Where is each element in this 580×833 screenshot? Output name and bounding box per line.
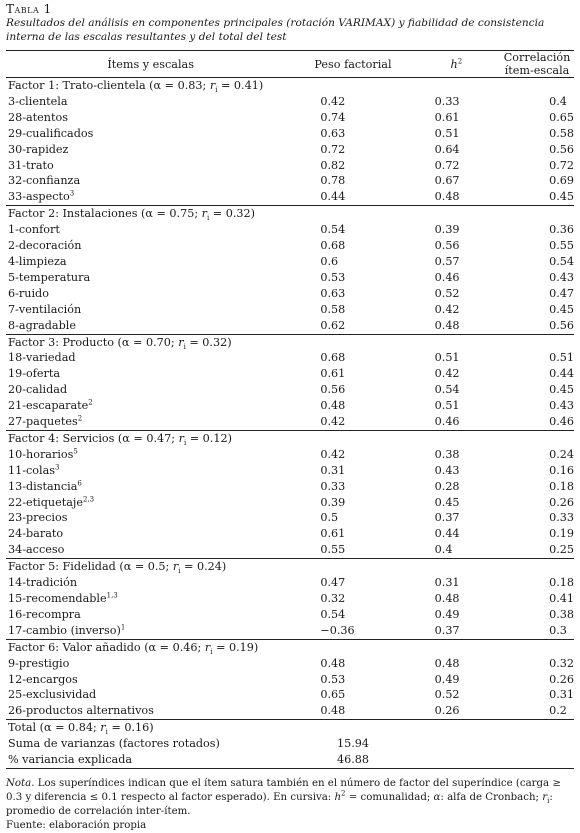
item-name: 29-cualificados bbox=[8, 126, 94, 140]
item-row bbox=[6, 238, 574, 254]
item-row bbox=[6, 189, 574, 205]
item-loading: 0.44 bbox=[320, 190, 346, 204]
item-row bbox=[6, 414, 574, 430]
item-correlation: 0.32 bbox=[549, 656, 574, 670]
item-row bbox=[6, 142, 574, 158]
item-name: 5-temperatura bbox=[8, 270, 91, 284]
item-h2: 0.43 bbox=[434, 463, 460, 477]
item-loading: 0.48 bbox=[320, 399, 346, 413]
item-row bbox=[6, 126, 574, 142]
item-loading: 0.58 bbox=[320, 302, 346, 316]
item-h2: 0.67 bbox=[434, 174, 460, 188]
item-h2: 0.33 bbox=[434, 94, 460, 108]
item-h2: 0.46 bbox=[434, 270, 460, 284]
item-correlation: 0.43 bbox=[549, 270, 574, 284]
item-h2: 0.72 bbox=[434, 158, 460, 172]
item-correlation: 0.4 bbox=[549, 94, 567, 108]
item-name: 17-cambio (inverso)$^1$ bbox=[8, 623, 126, 637]
factor-heading: Factor 3: Producto (α = 0.70; $r_i = 0.32$) bbox=[6, 334, 574, 350]
item-loading: 0.42 bbox=[320, 447, 346, 461]
item-loading: 0.63 bbox=[320, 286, 346, 300]
item-row bbox=[6, 672, 574, 688]
item-name: 14-tradición bbox=[8, 576, 78, 590]
item-name: 20-calidad bbox=[8, 383, 68, 397]
item-correlation: 0.26 bbox=[549, 495, 574, 509]
item-h2: 0.48 bbox=[434, 656, 460, 670]
item-loading: 0.78 bbox=[320, 174, 346, 188]
item-row bbox=[6, 591, 574, 607]
header-correlation: Correlación ítem-escala bbox=[500, 51, 574, 78]
item-name: 2-decoración bbox=[8, 239, 82, 253]
item-row bbox=[6, 656, 574, 672]
item-row bbox=[6, 382, 574, 398]
item-loading: 0.62 bbox=[320, 318, 346, 332]
item-loading: 0.32 bbox=[320, 592, 346, 605]
table-body bbox=[6, 78, 574, 769]
item-name: 11-colas$^3$ bbox=[8, 463, 60, 477]
item-correlation: 0.25 bbox=[549, 543, 574, 557]
item-loading: 0.61 bbox=[320, 367, 346, 381]
item-correlation: 0.69 bbox=[549, 174, 574, 188]
item-name: 1-confort bbox=[8, 223, 60, 237]
item-name: 27-paquetes$^2$ bbox=[8, 414, 83, 429]
item-row bbox=[6, 318, 574, 334]
item-name: 32-confianza bbox=[8, 174, 81, 188]
item-name: 6-ruido bbox=[8, 286, 49, 300]
total-row bbox=[6, 720, 574, 736]
item-h2: 0.52 bbox=[434, 286, 460, 300]
item-h2: 0.56 bbox=[434, 239, 460, 253]
item-loading: 0.55 bbox=[320, 543, 346, 557]
item-name: 31-trato bbox=[8, 158, 54, 172]
item-name: 15-recomendable$^{1,3}$ bbox=[8, 591, 118, 605]
factor-heading: Factor 4: Servicios (α = 0.47; $r_i = 0.12$) bbox=[6, 430, 574, 446]
item-h2: 0.57 bbox=[434, 254, 460, 268]
item-loading: 0.42 bbox=[320, 415, 346, 429]
item-correlation: 0.19 bbox=[549, 527, 574, 541]
item-loading: 0.72 bbox=[320, 142, 346, 156]
item-correlation: 0.47 bbox=[549, 286, 574, 300]
variance-label: Suma de varianzas (factores rotados) bbox=[8, 737, 220, 751]
item-correlation: 0.56 bbox=[549, 142, 574, 156]
item-name: 12-encargos bbox=[8, 672, 78, 686]
item-correlation: 0.56 bbox=[549, 318, 574, 332]
item-h2: 0.49 bbox=[434, 672, 460, 686]
item-h2: 0.38 bbox=[434, 447, 460, 461]
item-row bbox=[6, 254, 574, 270]
item-h2: 0.28 bbox=[434, 479, 460, 493]
item-name: 16-recompra bbox=[8, 607, 81, 621]
item-h2: 0.31 bbox=[434, 576, 460, 590]
item-loading: 0.68 bbox=[320, 239, 346, 253]
item-h2: 0.42 bbox=[434, 367, 460, 381]
factor-heading: Factor 2: Instalaciones (α = 0.75; $r_i = 0.32$) bbox=[6, 206, 574, 222]
item-loading: 0.56 bbox=[320, 383, 346, 397]
item-h2: 0.49 bbox=[434, 607, 460, 621]
factor-row bbox=[6, 430, 574, 446]
item-loading: 0.48 bbox=[320, 704, 346, 718]
item-loading: 0.82 bbox=[320, 158, 346, 172]
explained-label: % variancia explicada bbox=[6, 752, 293, 768]
item-loading: 0.63 bbox=[320, 126, 346, 140]
item-loading: 0.6 bbox=[320, 254, 339, 268]
item-row bbox=[6, 158, 574, 174]
item-name: 21-escaparate$^2$ bbox=[8, 398, 93, 413]
item-row bbox=[6, 542, 574, 558]
item-correlation: 0.18 bbox=[549, 576, 574, 590]
item-loading: 0.42 bbox=[320, 94, 346, 108]
item-name: 25-exclusividad bbox=[8, 688, 97, 702]
item-row bbox=[6, 350, 574, 366]
item-loading: −0.36 bbox=[320, 623, 355, 637]
page bbox=[6, 2, 574, 833]
item-loading: 0.61 bbox=[320, 527, 346, 541]
item-row bbox=[6, 575, 574, 591]
item-correlation: 0.43 bbox=[549, 399, 574, 413]
item-row bbox=[6, 173, 574, 189]
item-row bbox=[6, 447, 574, 463]
item-correlation: 0.45 bbox=[549, 190, 574, 204]
item-name: 9-prestigio bbox=[8, 656, 70, 670]
table-caption: Resultados del análisis en componentes principales (rotación VARIMAX) y fiabilidad de consistencia interna de las escalas resultantes y del total del test bbox=[6, 17, 545, 43]
factor-row bbox=[6, 559, 574, 575]
factor-heading: Factor 5: Fidelidad (α = 0.5; $r_i = 0.24$) bbox=[6, 559, 574, 575]
item-correlation: 0.45 bbox=[549, 302, 574, 316]
item-name: 33-aspecto$^3$ bbox=[8, 189, 75, 204]
item-h2: 0.39 bbox=[434, 223, 460, 237]
item-correlation: 0.26 bbox=[549, 672, 574, 686]
item-name: 23-precios bbox=[8, 511, 68, 525]
item-correlation: 0.18 bbox=[549, 479, 574, 493]
item-row bbox=[6, 110, 574, 126]
header-h2: $h^2$ bbox=[413, 51, 500, 78]
item-loading: 0.5 bbox=[320, 511, 339, 525]
item-row bbox=[6, 366, 574, 382]
header-loading: Peso factorial bbox=[293, 51, 412, 78]
item-row bbox=[6, 222, 574, 238]
item-name: 22-etiquetaje$^{2,3}$ bbox=[8, 494, 95, 509]
item-h2: 0.37 bbox=[434, 511, 460, 525]
item-name: 10-horarios$^5$ bbox=[8, 447, 78, 461]
table-label: Tabla 1 bbox=[6, 2, 52, 16]
item-name: 19-oferta bbox=[8, 367, 61, 381]
factor-row bbox=[6, 206, 574, 222]
total-label: Total (α = 0.84; $r_i = 0.16$) bbox=[6, 720, 574, 736]
item-name: 30-rapidez bbox=[8, 142, 69, 156]
item-row bbox=[6, 479, 574, 495]
item-name: 24-barato bbox=[8, 527, 64, 541]
item-correlation: 0.45 bbox=[549, 383, 574, 397]
item-correlation: 0.46 bbox=[549, 415, 574, 429]
header-items: Ítems y escalas bbox=[6, 51, 293, 78]
item-correlation: 0.65 bbox=[549, 110, 574, 124]
item-loading: 0.47 bbox=[320, 576, 346, 590]
item-correlation: 0.54 bbox=[549, 254, 574, 268]
item-row bbox=[6, 687, 574, 703]
item-correlation: 0.38 bbox=[549, 607, 574, 621]
item-name: 7-ventilación bbox=[8, 302, 82, 316]
item-row bbox=[6, 270, 574, 286]
variance-row bbox=[6, 736, 574, 752]
factor-row bbox=[6, 334, 574, 350]
item-row bbox=[6, 463, 574, 479]
item-loading: 0.74 bbox=[320, 110, 346, 124]
item-correlation: 0.41 bbox=[549, 592, 574, 605]
item-row bbox=[6, 398, 574, 414]
item-h2: 0.51 bbox=[434, 399, 460, 413]
item-h2: 0.48 bbox=[434, 592, 460, 605]
item-loading: 0.53 bbox=[320, 672, 346, 686]
item-name: 3-clientela bbox=[8, 94, 68, 108]
item-loading: 0.54 bbox=[320, 223, 346, 237]
item-h2: 0.46 bbox=[434, 415, 460, 429]
item-correlation: 0.36 bbox=[549, 223, 574, 237]
item-correlation: 0.31 bbox=[549, 688, 574, 702]
factor-heading: Factor 6: Valor añadido (α = 0.46; $r_i = 0.19$) bbox=[6, 639, 574, 655]
item-loading: 0.53 bbox=[320, 270, 346, 284]
explained-value: 46.88 bbox=[293, 752, 412, 768]
item-h2: 0.51 bbox=[434, 126, 460, 140]
item-h2: 0.26 bbox=[434, 704, 460, 718]
item-row bbox=[6, 495, 574, 511]
item-correlation: 0.33 bbox=[549, 511, 574, 525]
item-h2: 0.48 bbox=[434, 318, 460, 332]
item-h2: 0.44 bbox=[434, 527, 460, 541]
results-table bbox=[6, 50, 574, 769]
item-h2: 0.54 bbox=[434, 383, 460, 397]
item-row bbox=[6, 703, 574, 719]
item-name: 34-acceso bbox=[8, 543, 65, 557]
item-correlation: 0.72 bbox=[549, 158, 574, 172]
item-loading: 0.33 bbox=[320, 479, 346, 493]
item-h2: 0.51 bbox=[434, 351, 460, 365]
item-h2: 0.45 bbox=[434, 495, 460, 509]
item-h2: 0.4 bbox=[434, 543, 453, 557]
item-h2: 0.52 bbox=[434, 688, 460, 702]
item-name: 26-productos alternativos bbox=[8, 704, 154, 718]
factor-row bbox=[6, 639, 574, 655]
item-row bbox=[6, 526, 574, 542]
item-h2: 0.42 bbox=[434, 302, 460, 316]
variance-value: 15.94 bbox=[336, 737, 369, 751]
item-loading: 0.39 bbox=[320, 495, 346, 509]
item-name: 28-atentos bbox=[8, 110, 68, 124]
item-loading: 0.54 bbox=[320, 607, 346, 621]
item-name: 18-variedad bbox=[8, 351, 76, 365]
item-row bbox=[6, 302, 574, 318]
item-correlation: 0.3 bbox=[549, 623, 567, 637]
item-h2: 0.61 bbox=[434, 110, 460, 124]
item-correlation: 0.51 bbox=[549, 351, 574, 365]
item-h2: 0.37 bbox=[434, 623, 460, 637]
item-name: 8-agradable bbox=[8, 318, 76, 332]
item-correlation: 0.16 bbox=[549, 463, 574, 477]
item-row bbox=[6, 286, 574, 302]
item-correlation: 0.44 bbox=[549, 367, 574, 381]
factor-heading: Factor 1: Trato-clientela (α = 0.83; $r_i = 0.41$) bbox=[8, 79, 264, 95]
item-loading: 0.31 bbox=[320, 463, 346, 477]
item-loading: 0.48 bbox=[320, 656, 346, 670]
item-correlation: 0.2 bbox=[549, 704, 567, 718]
item-correlation: 0.58 bbox=[549, 126, 574, 140]
item-loading: 0.68 bbox=[320, 351, 346, 365]
item-row bbox=[6, 94, 574, 110]
item-row bbox=[6, 623, 574, 639]
header-row bbox=[6, 51, 574, 78]
item-h2: 0.64 bbox=[434, 142, 460, 156]
table-note: Nota. Los superíndices indican que el ítem satura también en el número de factor del superíndice (carga ≥ 0.3 y diferencia ≤ 0.1 respecto al factor esperado). En cursiva: $h^2$ = comunalidad; α: alfa de Cronbach; $r_i$: promedio de correlación inter-ítem. Fuente: elaboración propia bbox=[6, 777, 561, 831]
item-h2: 0.48 bbox=[434, 190, 460, 204]
item-correlation: 0.55 bbox=[549, 239, 574, 253]
item-row bbox=[6, 510, 574, 526]
item-loading: 0.65 bbox=[320, 688, 346, 702]
item-name: 4-limpieza bbox=[8, 254, 67, 268]
factor-row bbox=[6, 78, 574, 94]
item-correlation: 0.24 bbox=[549, 447, 574, 461]
explained-row bbox=[6, 752, 574, 768]
source-line: Fuente: elaboración propia bbox=[6, 819, 147, 831]
item-name: 13-distancia$^6$ bbox=[8, 478, 82, 493]
item-row bbox=[6, 607, 574, 623]
